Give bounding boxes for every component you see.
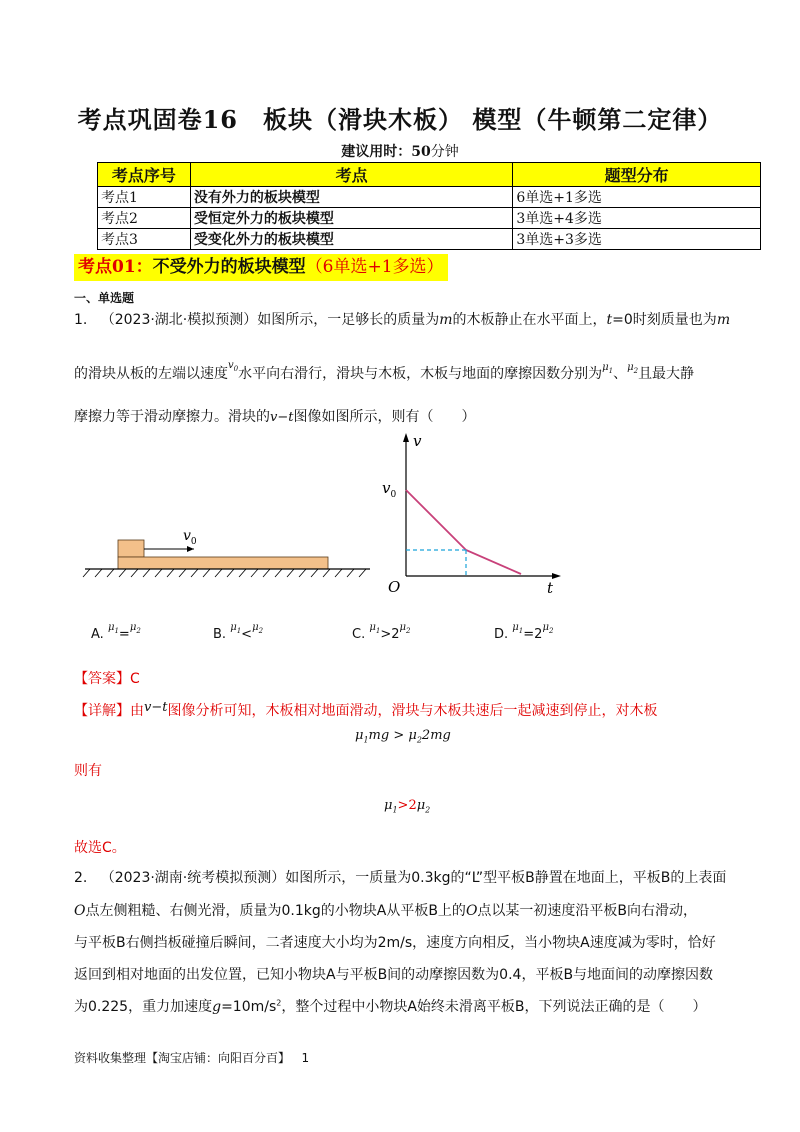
y-axis-arrow-icon (403, 433, 409, 442)
option-b[interactable]: B. $^{\mu_1}$<$^{\mu_2}$ (213, 622, 264, 642)
option-a[interactable]: A. $^{\mu_1}$=$^{\mu_2}$ (91, 622, 141, 642)
q1-detail: 【详解】由v−t图像分析可知，木板相对地面滑动，滑块与木板共速后一起减速到停止，对木板 (74, 700, 658, 719)
table-header-cell: 考点序号 (98, 163, 191, 187)
table-header-cell: 考点 (190, 163, 512, 187)
suggested-time: 建议用时：50分钟 (341, 144, 459, 160)
table-cell: 没有外力的板块模型 (190, 187, 512, 208)
q2-line5: 为0.225，重力加速度$g=10m/s^2$，整个过程中小物块A始终未滑离平板B，下列说法正确的是（ ） (74, 998, 707, 1015)
then-label: 则有 (74, 763, 102, 779)
option-d[interactable]: D. $^{\mu_1}=2^{\mu_2}$ (494, 622, 554, 642)
q2-line2: O点左侧粗糙、右侧光滑，质量为0.1kg的小物块A从平板B上的O点以某一初速度沿平板B向右滑动， (74, 903, 698, 919)
table-row (98, 229, 761, 250)
ground-hatch (83, 569, 366, 577)
table-header-cell: 题型分布 (513, 163, 761, 187)
vt-graph (375, 430, 575, 600)
table-cell: 受恒定外力的板块模型 (190, 208, 512, 229)
v0-label: v (183, 528, 191, 544)
overview-table (97, 162, 761, 250)
wooden-board (118, 557, 328, 569)
single-choice-heading: 一、单选题 (74, 291, 135, 305)
table-cell: 3单选+3多选 (513, 229, 761, 250)
option-c[interactable]: C. $^{\mu_1}>2^{\mu_2}$ (352, 622, 411, 642)
table-cell: 考点3 (98, 229, 191, 250)
page-title: 考点巩固卷16 板块（滑块木板） 模型（牛顿第二定律） (77, 105, 723, 134)
q1-line3: 摩擦力等于滑动摩擦力。滑块的v−t图像如图所示，则有（ ） (74, 409, 476, 425)
q2-line4: 返回到相对地面的出发位置，已知小物块A与平板B间的动摩擦因数为0.4，平板B与地面间的动摩擦因数 (74, 967, 714, 983)
velocity-curve (406, 490, 521, 574)
x-axis-label: t (547, 579, 554, 597)
table-cell: 受变化外力的板块模型 (190, 229, 512, 250)
section-heading: 考点01：不受外力的板块模型（6单选+1多选） (74, 254, 448, 281)
block-board-figure (80, 520, 375, 580)
table-cell: 3单选+4多选 (513, 208, 761, 229)
equation-1: $\mu_1mg > \mu_22mg$ (355, 728, 451, 745)
equation-2: $\mu_1>2\mu_2$ (384, 798, 431, 815)
origin-label: O (388, 578, 401, 596)
q1-line2: 的滑块从板的左端以速度$^{v_0}$水平向右滑行，滑块与木板，木板与地面的摩擦因数分别为$^{\mu_1}$、$^{\mu_2}$且最大静 (74, 360, 695, 382)
q2-line1: 2. （2023·湖南·统考模拟预测）如图所示，一质量为0.3kg的“L”型平板B静置在地面上，平板B的上表面 (74, 870, 727, 886)
slider-block (118, 540, 144, 557)
q1-line1: 1. （2023·湖北·模拟预测）如图所示，一足够长的质量为m的木板静止在水平面上，t=0时刻质量也为m (74, 312, 731, 328)
y-axis-label: v (413, 432, 422, 450)
q1-conclusion: 故选C。 (74, 840, 126, 856)
page-footer: 资料收集整理【淘宝店铺：向阳百分百】 1 (74, 1051, 310, 1065)
x-axis-arrow-icon (552, 573, 561, 579)
table-header-row (98, 163, 761, 187)
page-number: 1 (301, 1051, 310, 1065)
table-cell: 6单选+1多选 (513, 187, 761, 208)
svg-text:v0: $v_0$ (183, 528, 197, 547)
table-row (98, 187, 761, 208)
table-cell: 考点1 (98, 187, 191, 208)
q2-line3: 与平板B右侧挡板碰撞后瞬间，二者速度大小均为2m/s，速度方向相反，当小物块A速度减为零时，恰好 (74, 935, 716, 951)
table-row (98, 208, 761, 229)
v0-axis-label: $v_0$ (382, 479, 397, 500)
table-cell: 考点2 (98, 208, 191, 229)
q1-answer: 【答案】C (74, 671, 140, 687)
